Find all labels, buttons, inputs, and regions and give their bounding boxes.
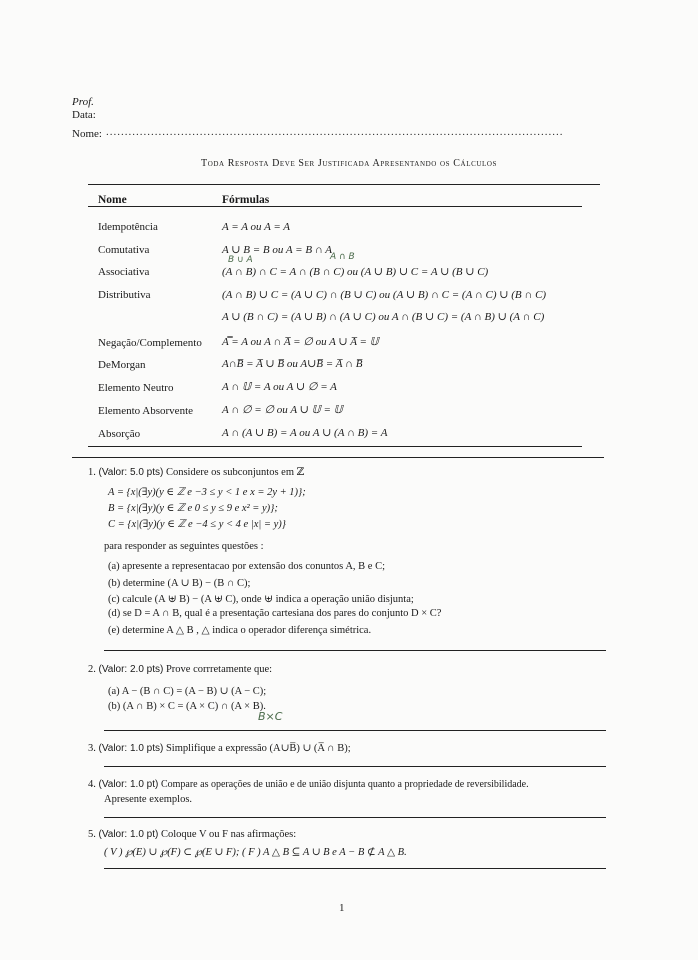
table-row-name: Distributiva — [98, 289, 151, 301]
question-text: Considere os subconjuntos em ℤ — [165, 467, 305, 478]
set-definition: C = {x|(∃y)(y ∈ ℤ e −4 ≤ y < 4 e |x| = y)} — [108, 519, 286, 530]
question-1 — [88, 466, 304, 478]
question-2 — [88, 664, 272, 675]
handwritten-note: B×C — [258, 710, 283, 723]
question-number: 5. — [88, 829, 96, 840]
question-text: Prove corrretamente que: — [165, 664, 273, 675]
table-row-name: Negação/Complemento — [98, 337, 202, 349]
handwritten-note: A ∩ B — [330, 252, 355, 262]
table-row-formula: A ∪ B = B ou A = B ∩ A — [222, 244, 333, 256]
table-row-name: Elemento Absorvente — [98, 405, 194, 417]
set-definition: A = {x|(∃y)(y ∈ ℤ e −3 ≤ y < 1 e x = 2y + 1)}; — [108, 487, 306, 498]
question-number: 4. — [88, 779, 96, 790]
question-intro: para responder as seguintes questões : — [104, 541, 264, 552]
question-number: 1. — [88, 467, 96, 478]
question-item: (d) se D = A ∩ B, qual é a presentação cartesiana dos pares do conjunto D × C? — [108, 608, 442, 619]
question-item: (b) determine (A ∪ B) − (B ∩ C); — [108, 578, 251, 589]
question-3 — [88, 742, 351, 754]
answer-rule — [104, 817, 606, 818]
table-row-name: Comutativa — [98, 244, 150, 256]
question-text: Coloque V ou F nas afirmações: — [160, 829, 297, 840]
question-item: (a) A − (B ∩ C) = (A − B) ∪ (A − C); — [108, 686, 267, 697]
table-row-formula: (A ∩ B) ∩ C = A ∩ (B ∩ C) ou (A ∪ B) ∪ C = A ∪ (B ∪ C) — [222, 266, 489, 278]
table-header-rule — [88, 206, 582, 207]
table-row-name: Elemento Neutro — [98, 382, 174, 394]
table-row-formula: A ∩ 𝕌 = A ou A ∪ ∅ = A — [222, 381, 337, 393]
question-value: (Valor: 2.0 pts) — [98, 664, 164, 675]
nome-label: Nome: — [72, 128, 102, 140]
question-number: 2. — [88, 664, 96, 675]
table-row-formula: A ∩ ∅ = ∅ ou A ∪ 𝕌 = 𝕌 — [222, 404, 343, 416]
question-value: (Valor: 1.0 pt) — [98, 829, 159, 840]
question-value: (Valor: 1.0 pts) — [98, 743, 164, 754]
table-row-formula: A ∩ (A ∪ B) = A ou A ∪ (A ∩ B) = A — [222, 427, 388, 439]
column-header-nome: Nome — [98, 194, 127, 206]
question-value: (Valor: 1.0 pt) — [98, 779, 159, 790]
answer-rule — [104, 650, 606, 651]
nome-dotted-line: .......................................................................................................................... — [106, 126, 564, 138]
question-4 — [88, 779, 529, 790]
table-row-formula: A = A ou A = A — [222, 221, 291, 233]
page-number: 1 — [339, 902, 345, 914]
question-text: Simplifique a expressão (A∪B̅) ∪ (A̅ ∩ B); — [165, 743, 351, 754]
column-header-formulas: Fórmulas — [222, 194, 270, 206]
question-item: (e) determine A △ B , △ indica o operador diferença simétrica. — [108, 625, 372, 636]
section-rule — [72, 457, 604, 458]
answer-rule — [104, 766, 606, 767]
question-text-continued: Apresente exemplos. — [104, 794, 193, 805]
table-row-formula: A ∪ (B ∩ C) = (A ∪ B) ∩ (A ∪ C) ou A ∩ (B ∪ C) = (A ∩ B) ∪ (A ∩ C) — [222, 311, 545, 323]
table-row-name: Associativa — [98, 266, 150, 278]
prof-label: Prof. — [72, 96, 94, 108]
question-5 — [88, 829, 296, 840]
question-number: 3. — [88, 743, 96, 754]
table-row-name: Absorção — [98, 428, 141, 440]
table-row-formula: A∩B̅ = A̅ ∪ B̅ ou A∪B̅ = A̅ ∩ B̅ — [222, 358, 363, 370]
table-row-formula: A̿ = A ou A ∩ A̅ = ∅ ou A ∪ A̅ = 𝕌 — [222, 336, 379, 348]
table-row-name: Idempotência — [98, 221, 158, 233]
set-definition: B = {x|(∃y)(y ∈ ℤ e 0 ≤ y ≤ 9 e x² = y)}; — [108, 503, 278, 514]
handwritten-note: B ∪ A — [228, 255, 253, 265]
question-item: (b) (A ∩ B) × C = (A × C) ∩ (A × B). — [108, 701, 266, 712]
data-label: Data: — [72, 109, 96, 121]
answer-rule — [104, 868, 606, 869]
instructions-title: Toda Resposta Deve Ser Justificada Apresentando os Cálculos — [200, 158, 498, 169]
table-top-rule — [88, 184, 600, 185]
table-bottom-rule — [88, 446, 582, 447]
question-item: (a) apresente a representacao por extensão dos conuntos A, B e C; — [108, 561, 385, 572]
true-false-statements: ( V ) ℘(E) ∪ ℘(F) ⊂ ℘(E ∪ F); ( F ) A △ B ⊆ A ∪ B e A − B ⊄ A △ B. — [104, 847, 407, 858]
question-item: (c) calcule (A ⊎ B) − (A ⊎ C), onde ⊎ indica a operação união disjunta; — [108, 594, 414, 605]
question-value: (Valor: 5.0 pts) — [98, 467, 164, 478]
answer-rule — [104, 730, 606, 731]
question-text: Compare as operações de união e de união disjunta quanto a propriedade de reversibilidade. — [160, 779, 529, 790]
table-row-name: DeMorgan — [98, 359, 146, 371]
table-row-formula: (A ∩ B) ∪ C = (A ∪ C) ∩ (B ∪ C) ou (A ∪ B) ∩ C = (A ∩ C) ∪ (B ∩ C) — [222, 289, 547, 301]
